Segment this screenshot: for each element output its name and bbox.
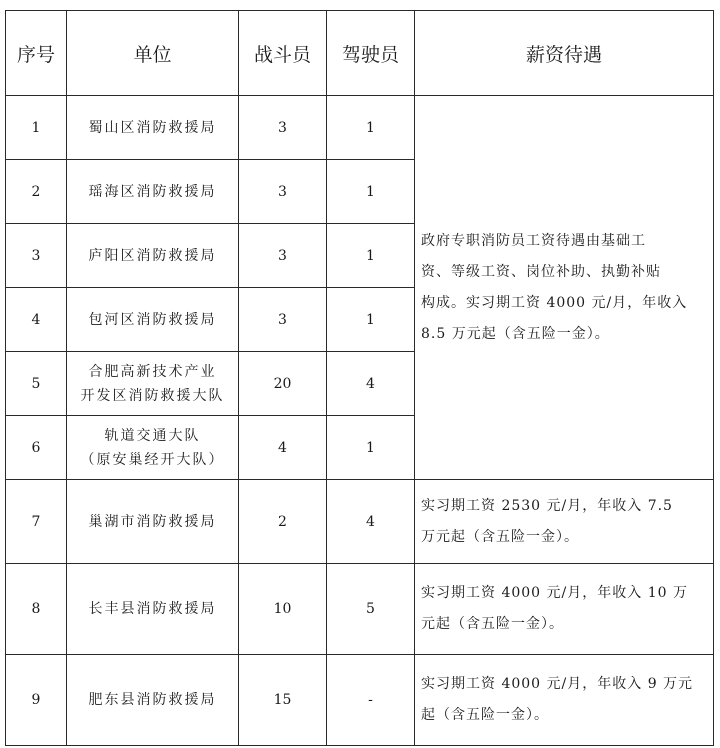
- drivers-count: 5: [327, 564, 415, 655]
- salary-cell: [415, 480, 714, 564]
- header-unit: 单位: [67, 11, 239, 96]
- fighters-count: 3: [239, 160, 327, 224]
- row-number: 4: [6, 288, 67, 352]
- unit-name-line: （原安巢经开大队）: [80, 451, 225, 468]
- salary-line: 实习期工资 4000 元/月，年收入 10 万: [421, 585, 688, 601]
- fighters-count: 3: [239, 96, 327, 160]
- header-salary: 薪资待遇: [415, 11, 714, 96]
- drivers-count: 4: [327, 480, 415, 564]
- unit-name: 蜀山区消防救援局: [67, 96, 239, 160]
- unit-name-line: 轨道交通大队: [104, 427, 201, 444]
- fighters-count: 3: [239, 288, 327, 352]
- unit-name: 包河区消防救援局: [67, 288, 239, 352]
- header-fighters: 战斗员: [239, 11, 327, 96]
- drivers-count: 4: [327, 352, 415, 416]
- salary-line: 实习期工资 2530 元/月，年收入 7.5: [421, 497, 673, 514]
- salary-line: 元起（含五险一金）。: [421, 616, 564, 632]
- table-row: [6, 564, 714, 655]
- drivers-count: 1: [327, 288, 415, 352]
- header-drivers: 驾驶员: [327, 11, 415, 96]
- unit-name: 庐阳区消防救援局: [67, 224, 239, 288]
- salary-cell-group: [415, 96, 714, 480]
- drivers-count: 1: [327, 224, 415, 288]
- table-row: [6, 655, 714, 746]
- table-row: [6, 96, 714, 160]
- salary-cell: [415, 655, 714, 746]
- fighters-count: 10: [239, 564, 327, 655]
- salary-line: 起（含五险一金）。: [421, 707, 549, 723]
- row-number: 7: [6, 480, 67, 564]
- row-number: 1: [6, 96, 67, 160]
- drivers-count: -: [327, 655, 415, 746]
- row-number: 6: [6, 416, 67, 480]
- row-number: 3: [6, 224, 67, 288]
- fighters-count: 3: [239, 224, 327, 288]
- salary-line: 8.5 万元起（含五险一金）。: [421, 325, 610, 342]
- row-number: 8: [6, 564, 67, 655]
- row-number: 9: [6, 655, 67, 746]
- drivers-count: 1: [327, 96, 415, 160]
- salary-line: 实习期工资 4000 元/月，年收入 9 万元: [421, 676, 694, 692]
- fighters-count: 2: [239, 480, 327, 564]
- row-number: 2: [6, 160, 67, 224]
- unit-name: 长丰县消防救援局: [67, 564, 239, 655]
- unit-name-line: 合肥高新技术产业: [88, 363, 217, 380]
- salary-cell: [415, 564, 714, 655]
- table-row: [6, 480, 714, 564]
- drivers-count: 1: [327, 416, 415, 480]
- fighters-count: 15: [239, 655, 327, 746]
- header-serial-number: 序号: [6, 11, 67, 96]
- unit-name: 瑶海区消防救援局: [67, 160, 239, 224]
- fighters-count: 4: [239, 416, 327, 480]
- unit-name-line: 开发区消防救援大队: [80, 387, 225, 404]
- salary-line: 万元起（含五险一金）。: [421, 528, 579, 545]
- salary-line: 资、等级工资、岗位补助、执勤补贴: [421, 263, 661, 280]
- fighters-count: 20: [239, 352, 327, 416]
- salary-line: 政府专职消防员工资待遇由基础工: [421, 232, 646, 249]
- salary-line: 构成。实习期工资 4000 元/月，年收入: [421, 294, 688, 311]
- row-number: 5: [6, 352, 67, 416]
- unit-name: [67, 352, 239, 416]
- unit-name: 巢湖市消防救援局: [67, 480, 239, 564]
- recruitment-table: [5, 10, 714, 746]
- drivers-count: 1: [327, 160, 415, 224]
- header-row: [6, 11, 714, 96]
- unit-name: [67, 416, 239, 480]
- unit-name: 肥东县消防救援局: [67, 655, 239, 746]
